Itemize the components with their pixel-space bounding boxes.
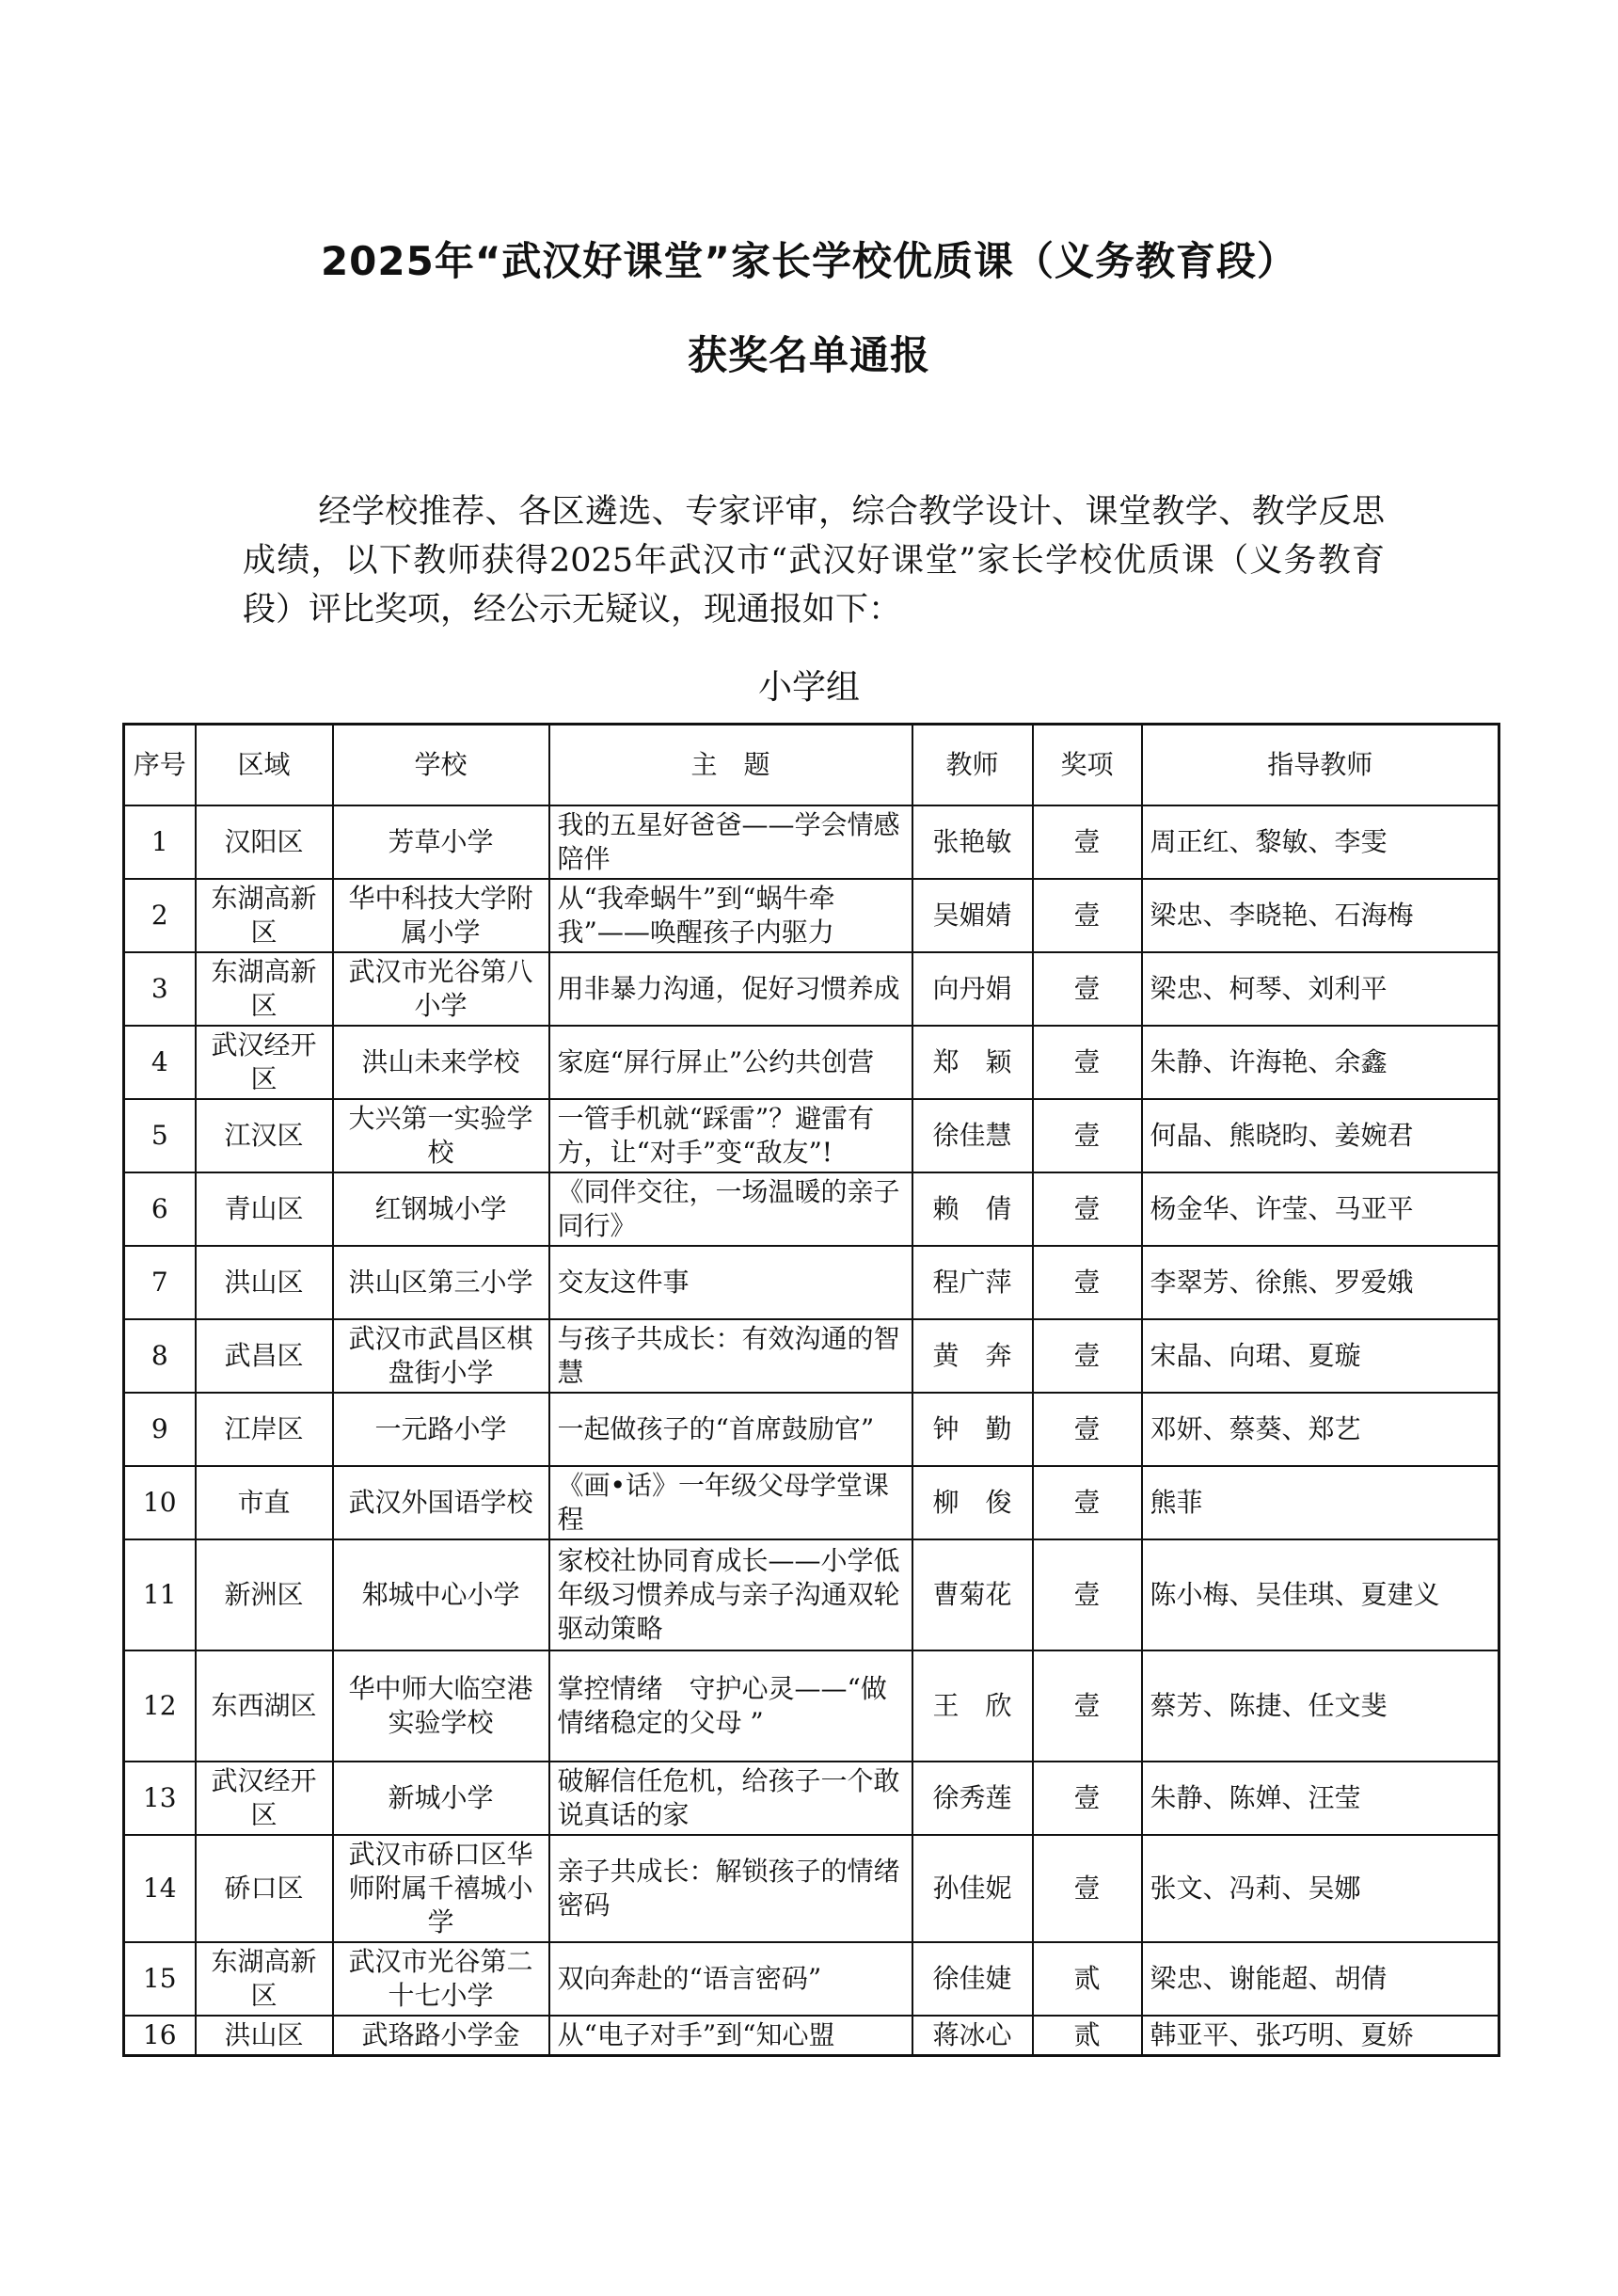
cell-advisors: 朱静、许海艳、余鑫 (1142, 1026, 1499, 1099)
cell-theme: 亲子共成长：解锁孩子的情绪密码 (549, 1835, 912, 1942)
cell-award: 壹 (1033, 1026, 1142, 1099)
cell-seq: 11 (124, 1539, 196, 1650)
cell-seq: 14 (124, 1835, 196, 1942)
cell-school: 洪山未来学校 (333, 1026, 549, 1099)
cell-district: 青山区 (196, 1172, 333, 1246)
cell-district: 市直 (196, 1466, 333, 1539)
cell-teacher: 徐佳婕 (912, 1942, 1033, 2016)
table-row (124, 1246, 1499, 1319)
cell-school: 洪山区第三小学 (333, 1246, 549, 1319)
cell-district: 东湖高新区 (196, 1942, 333, 2016)
cell-teacher: 孙佳妮 (912, 1835, 1033, 1942)
cell-theme: 掌控情绪 守护心灵——“做情绪稳定的父母 ” (549, 1650, 912, 1762)
document-subtitle: 获奖名单通报 (687, 332, 930, 378)
intro-paragraph (243, 487, 1385, 634)
cell-school: 武珞路小学金 (333, 2016, 549, 2056)
cell-theme: 双向奔赴的“语言密码” (549, 1942, 912, 2016)
cell-school: 新城小学 (333, 1762, 549, 1835)
cell-award: 壹 (1033, 1393, 1142, 1466)
cell-award: 壹 (1033, 879, 1142, 952)
cell-school: 华中科技大学附属小学 (333, 879, 549, 952)
table-row (124, 879, 1499, 952)
cell-seq: 1 (124, 805, 196, 879)
cell-seq: 8 (124, 1319, 196, 1393)
cell-school: 芳草小学 (333, 805, 549, 879)
cell-seq: 15 (124, 1942, 196, 2016)
cell-teacher: 王 欣 (912, 1650, 1033, 1762)
cell-award: 壹 (1033, 1319, 1142, 1393)
cell-advisors: 韩亚平、张巧明、夏娇 (1142, 2016, 1499, 2056)
cell-school: 武汉外国语学校 (333, 1466, 549, 1539)
cell-seq: 2 (124, 879, 196, 952)
cell-advisors: 杨金华、许莹、马亚平 (1142, 1172, 1499, 1246)
table-row (124, 1650, 1499, 1762)
cell-district: 江岸区 (196, 1393, 333, 1466)
cell-school: 武汉市光谷第二十七小学 (333, 1942, 549, 2016)
cell-advisors: 梁忠、谢能超、胡倩 (1142, 1942, 1499, 2016)
cell-district: 汉阳区 (196, 805, 333, 879)
cell-district: 洪山区 (196, 1246, 333, 1319)
cell-seq: 6 (124, 1172, 196, 1246)
cell-award: 贰 (1033, 2016, 1142, 2056)
cell-award: 壹 (1033, 952, 1142, 1026)
table-row (124, 1172, 1499, 1246)
cell-district: 武汉经开区 (196, 1026, 333, 1099)
cell-district: 东湖高新区 (196, 952, 333, 1026)
cell-seq: 13 (124, 1762, 196, 1835)
cell-advisors: 蔡芳、陈捷、任文斐 (1142, 1650, 1499, 1762)
header-seq: 序号 (124, 725, 196, 806)
cell-award: 贰 (1033, 1942, 1142, 2016)
table-row (124, 1393, 1499, 1466)
cell-theme: 用非暴力沟通，促好习惯养成 (549, 952, 912, 1026)
cell-advisors: 梁忠、柯琴、刘利平 (1142, 952, 1499, 1026)
cell-teacher: 柳 俊 (912, 1466, 1033, 1539)
cell-school: 华中师大临空港实验学校 (333, 1650, 549, 1762)
cell-theme: 破解信任危机，给孩子一个敢说真话的家 (549, 1762, 912, 1835)
cell-teacher: 黄 奔 (912, 1319, 1033, 1393)
cell-school: 红钢城小学 (333, 1172, 549, 1246)
header-school: 学校 (333, 725, 549, 806)
cell-teacher: 郑 颖 (912, 1026, 1033, 1099)
cell-theme: 《同伴交往，一场温暖的亲子同行》 (549, 1172, 912, 1246)
section-title: 小学组 (757, 668, 860, 707)
cell-district: 洪山区 (196, 2016, 333, 2056)
table-row (124, 2016, 1499, 2056)
cell-advisors: 邓妍、蔡葵、郑艺 (1142, 1393, 1499, 1466)
cell-teacher: 徐佳慧 (912, 1099, 1033, 1172)
cell-teacher: 徐秀莲 (912, 1762, 1033, 1835)
cell-advisors: 陈小梅、吴佳琪、夏建义 (1142, 1539, 1499, 1650)
cell-school: 武汉市光谷第八小学 (333, 952, 549, 1026)
cell-award: 壹 (1033, 1650, 1142, 1762)
cell-theme: 交友这件事 (549, 1246, 912, 1319)
cell-theme: 《画•话》一年级父母学堂课程 (549, 1466, 912, 1539)
cell-district: 新洲区 (196, 1539, 333, 1650)
table-row (124, 1319, 1499, 1393)
header-teacher: 教师 (912, 725, 1033, 806)
cell-seq: 4 (124, 1026, 196, 1099)
cell-award: 壹 (1033, 1762, 1142, 1835)
cell-district: 武昌区 (196, 1319, 333, 1393)
cell-teacher: 曹菊花 (912, 1539, 1033, 1650)
document-title: 2025年“武汉好课堂”家长学校优质课（义务教育段） (320, 238, 1298, 284)
table-row (124, 1539, 1499, 1650)
cell-award: 壹 (1033, 1466, 1142, 1539)
cell-advisors: 梁忠、李晓艳、石海梅 (1142, 879, 1499, 952)
cell-district: 武汉经开区 (196, 1762, 333, 1835)
cell-award: 壹 (1033, 1099, 1142, 1172)
cell-teacher: 钟 勤 (912, 1393, 1033, 1466)
cell-teacher: 向丹娟 (912, 952, 1033, 1026)
cell-teacher: 吴媚婧 (912, 879, 1033, 952)
cell-seq: 5 (124, 1099, 196, 1172)
header-award: 奖项 (1033, 725, 1142, 806)
cell-advisors: 朱静、陈婵、汪莹 (1142, 1762, 1499, 1835)
cell-theme: 我的五星好爸爸——学会情感陪伴 (549, 805, 912, 879)
cell-teacher: 蒋冰心 (912, 2016, 1033, 2056)
table-row (124, 1099, 1499, 1172)
cell-seq: 3 (124, 952, 196, 1026)
cell-theme: 一起做孩子的“首席鼓励官” (549, 1393, 912, 1466)
cell-advisors: 熊菲 (1142, 1466, 1499, 1539)
cell-award: 壹 (1033, 1172, 1142, 1246)
cell-award: 壹 (1033, 805, 1142, 879)
header-theme: 主 题 (549, 725, 912, 806)
header-advisors: 指导教师 (1142, 725, 1499, 806)
cell-theme: 家庭“屏行屏止”公约共创营 (549, 1026, 912, 1099)
header-district: 区域 (196, 725, 333, 806)
table-header-row (124, 725, 1499, 806)
cell-teacher: 赖 倩 (912, 1172, 1033, 1246)
table-row (124, 1026, 1499, 1099)
table-row (124, 1835, 1499, 1942)
table-row (124, 805, 1499, 879)
intro-text: 经学校推荐、各区遴选、专家评审，综合教学设计、课堂教学、教学反思成绩，以下教师获得2025年武汉市“武汉好课堂”家长学校优质课（义务教育段）评比奖项，经公示无疑议，现通报如下： (243, 493, 1385, 629)
cell-school: 武汉市硚口区华师附属千禧城小学 (333, 1835, 549, 1942)
cell-district: 东西湖区 (196, 1650, 333, 1762)
cell-school: 大兴第一实验学校 (333, 1099, 549, 1172)
cell-teacher: 张艳敏 (912, 805, 1033, 879)
cell-school: 一元路小学 (333, 1393, 549, 1466)
cell-district: 江汉区 (196, 1099, 333, 1172)
cell-advisors: 李翠芳、徐熊、罗爱娥 (1142, 1246, 1499, 1319)
awards-table (122, 723, 1500, 2057)
cell-advisors: 何晶、熊晓昀、姜婉君 (1142, 1099, 1499, 1172)
cell-advisors: 周正红、黎敏、李雯 (1142, 805, 1499, 879)
cell-advisors: 张文、冯莉、吴娜 (1142, 1835, 1499, 1942)
cell-theme: 从“电子对手”到“知心盟 (549, 2016, 912, 2056)
table-row (124, 1466, 1499, 1539)
table-row (124, 1942, 1499, 2016)
cell-theme: 从“我牵蜗牛”到“蜗牛牵我”——唤醒孩子内驱力 (549, 879, 912, 952)
cell-seq: 9 (124, 1393, 196, 1466)
table-row (124, 1762, 1499, 1835)
cell-theme: 与孩子共成长：有效沟通的智慧 (549, 1319, 912, 1393)
cell-school: 武汉市武昌区棋盘街小学 (333, 1319, 549, 1393)
cell-seq: 10 (124, 1466, 196, 1539)
cell-theme: 一管手机就“踩雷”？避雷有方，让“对手”变“敌友”! (549, 1099, 912, 1172)
cell-seq: 7 (124, 1246, 196, 1319)
cell-award: 壹 (1033, 1539, 1142, 1650)
cell-theme: 家校社协同育成长——小学低年级习惯养成与亲子沟通双轮驱动策略 (549, 1539, 912, 1650)
cell-district: 硚口区 (196, 1835, 333, 1942)
cell-school: 邾城中心小学 (333, 1539, 549, 1650)
cell-award: 壹 (1033, 1246, 1142, 1319)
cell-advisors: 宋晶、向珺、夏璇 (1142, 1319, 1499, 1393)
cell-district: 东湖高新区 (196, 879, 333, 952)
cell-seq: 12 (124, 1650, 196, 1762)
cell-teacher: 程广萍 (912, 1246, 1033, 1319)
table-row (124, 952, 1499, 1026)
cell-seq: 16 (124, 2016, 196, 2056)
cell-award: 壹 (1033, 1835, 1142, 1942)
